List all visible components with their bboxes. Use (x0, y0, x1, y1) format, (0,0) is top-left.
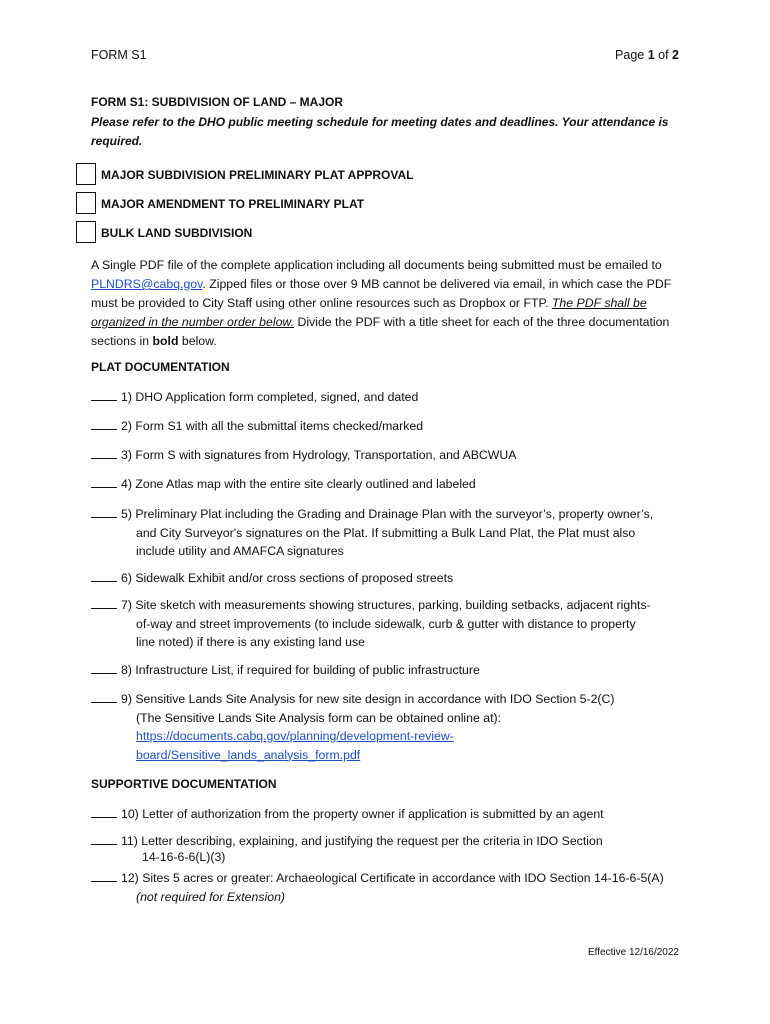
email-link[interactable]: PLNDRS@cabq.gov (91, 277, 203, 291)
check-blank[interactable] (91, 506, 117, 518)
check-blank[interactable] (91, 662, 117, 674)
page-number: Page 1 of 2 (615, 48, 679, 62)
checkbox-major-amendment[interactable] (76, 192, 96, 214)
plat-documentation-heading: PLAT DOCUMENTATION (91, 360, 230, 374)
checklist-item-10: 10) Letter of authorization from the property owner if application is submitted by an agent (91, 805, 681, 824)
checklist-item-9: 9) Sensitive Lands Site Analysis for new site design in accordance with IDO Section 5-2(C) (The Sensitive Lands Site Analysis form can be obtained online at): https://documents.cabq.gov/planning/development-review- board/Sensitive_lands_analysis_form.pdf (91, 690, 681, 764)
checklist-item-8: 8) Infrastructure List, if required for building of public infrastructure (91, 661, 681, 680)
checklist-item-3: 3) Form S with signatures from Hydrology, Transportation, and ABCWUA (91, 446, 681, 465)
form-title: FORM S1: SUBDIVISION OF LAND – MAJOR (91, 95, 344, 109)
sensitive-lands-link[interactable]: board/Sensitive_lands_analysis_form.pdf (136, 747, 361, 762)
checklist-item-1: 1) DHO Application form completed, signed, and dated (91, 388, 681, 407)
checklist-item-7: 7) Site sketch with measurements showing structures, parking, building setbacks, adjacent rights- of-way and street improvements (to include sidewalk, curb & gutter with distance to property line noted) if there is any existing land use (91, 596, 681, 652)
check-blank[interactable] (91, 597, 117, 609)
effective-date: Effective 12/16/2022 (588, 947, 679, 958)
checklist-item-4: 4) Zone Atlas map with the entire site clearly outlined and labeled (91, 475, 681, 494)
emphasis-text: The PDF shall be organized in the number order below. (91, 296, 647, 329)
check-blank[interactable] (91, 833, 117, 845)
check-blank[interactable] (91, 447, 117, 459)
checklist-item-11: 11) Letter describing, explaining, and justifying the request per the criteria in IDO Section 14-16-6-6(L)(3) (91, 832, 681, 866)
check-blank[interactable] (91, 806, 117, 818)
checklist-item-2: 2) Form S1 with all the submittal items checked/marked (91, 417, 681, 436)
check-blank[interactable] (91, 691, 117, 703)
check-blank[interactable] (91, 476, 117, 488)
check-blank[interactable] (91, 870, 117, 882)
checkbox-major-subdivision[interactable] (76, 163, 96, 185)
form-subtitle: Please refer to the DHO public meeting schedule for meeting dates and deadlines. Your attendance is required. (91, 115, 669, 148)
form-id: FORM S1 (91, 48, 147, 62)
checkbox-label: MAJOR SUBDIVISION PRELIMINARY PLAT APPROVAL (101, 168, 414, 182)
checklist-item-5: 5) Preliminary Plat including the Grading and Drainage Plan with the surveyor’s, property owner’s, and City Surveyor's signatures on the Plat. If submitting a Bulk Land Plat, the Plat must also include utility and AMAFCA signatures (91, 505, 681, 561)
supportive-documentation-heading: SUPPORTIVE DOCUMENTATION (91, 777, 277, 791)
checklist-item-6: 6) Sidewalk Exhibit and/or cross sections of proposed streets (91, 569, 681, 588)
checkbox-bulk-land[interactable] (76, 221, 96, 243)
check-blank[interactable] (91, 389, 117, 401)
sensitive-lands-link[interactable]: https://documents.cabq.gov/planning/development-review- (136, 729, 454, 743)
check-blank[interactable] (91, 418, 117, 430)
check-blank[interactable] (91, 570, 117, 582)
checkbox-label: BULK LAND SUBDIVISION (101, 226, 253, 240)
checkbox-label: MAJOR AMENDMENT TO PRELIMINARY PLAT (101, 197, 365, 211)
intro-paragraph: A Single PDF file of the complete application including all documents being submitted must be emailed to PLNDRS@cabq.gov. Zipped files or those over 9 MB cannot be delivered via email, in which case the PDF must be provided to City Staff using other online resources such as Dropbox or FTP. The PDF shall be organized in the number order below. Divide the PDF with a title sheet for each of the three documentation sections in bold below. (91, 258, 672, 348)
checklist-item-12: 12) Sites 5 acres or greater: Archaeological Certificate in accordance with IDO Section 14-16-6-5(A) (not required for Extension) (91, 869, 681, 906)
